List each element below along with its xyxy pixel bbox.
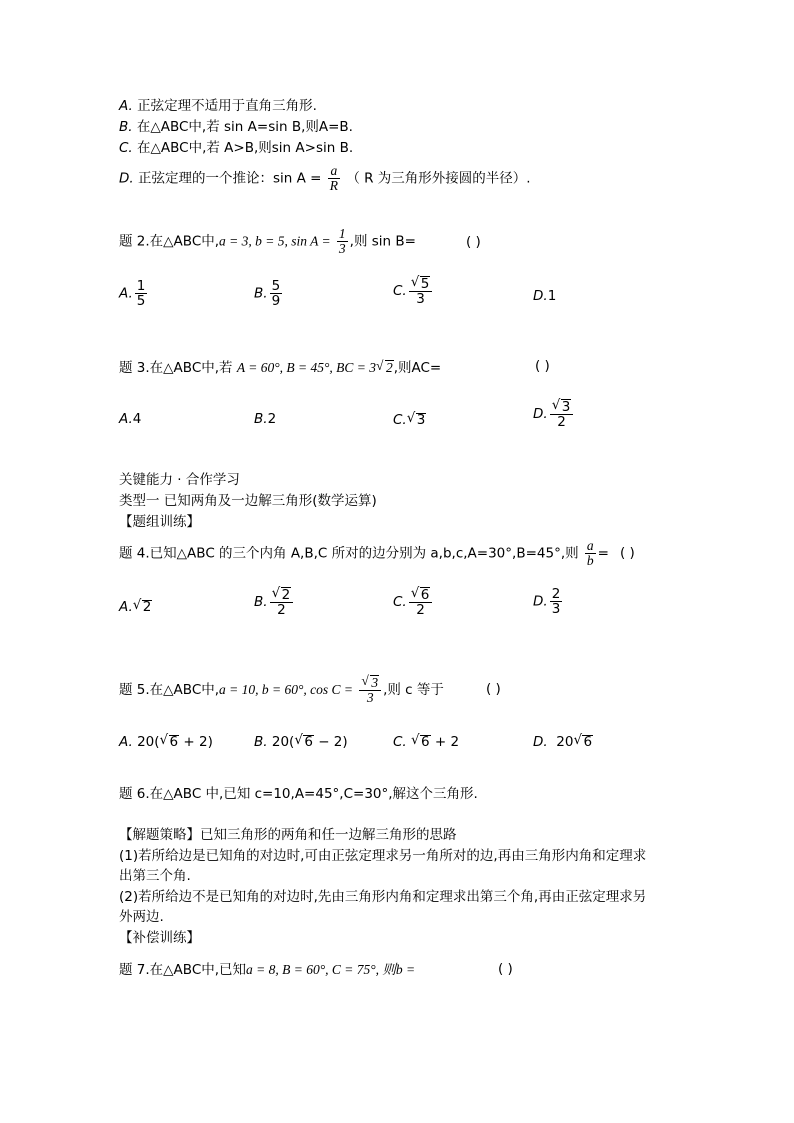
q5-option-b: B. 20(√ 6 − 2) — [254, 735, 348, 750]
strategy-line: 出第三个角. — [119, 868, 191, 884]
supplementary-heading: 【补偿训练】 — [119, 930, 200, 946]
question-5: 题 5.在△ABC中,a = 10, b = 60°, cos C = √ $\frac{3}{3}$ ,则 c 等于 — [119, 675, 444, 705]
radical: √ 6 — [411, 587, 431, 602]
q1-option-c: C. 在△ABC中,若 A>B,则sin A>sin B. — [119, 140, 354, 156]
question-7: 题 7.在△ABC中,已知a = 8, B = 60°, C = 75°, 则b = — [119, 962, 416, 978]
q2-option-b: B. $\frac{5}{9}$ — [254, 278, 281, 310]
radical: √ 3 — [552, 399, 572, 414]
q1-option-d: D. 正弦定理的一个推论：sin A = $\frac{a}{R}$ （ R 为三角形外接圆的半径）. — [119, 163, 531, 194]
q3-option-b: B.2 — [254, 411, 277, 427]
q1-option-b: B. 在△ABC中,若 sin A=sin B,则A=B. — [119, 119, 353, 135]
q1-option-a: A. 正弦定理不适用于直角三角形. — [119, 98, 317, 114]
radical: √ 6 — [411, 735, 431, 750]
answer-paren: ( ) — [535, 358, 550, 374]
section-title: 关键能力 · 合作学习 — [119, 472, 240, 488]
fraction: $\frac{1}{3}$ — [338, 226, 346, 257]
radical: √ 2 — [133, 600, 153, 615]
question-2: 题 2.在△ABC中,a = 3, b = 5, sin A = $\frac{1}{3}$ ,则 sin B= — [119, 226, 416, 257]
group-training-heading: 【题组训练】 — [119, 514, 200, 530]
q4-option-a: A.√ 2 — [119, 600, 152, 615]
question-3: 题 3.在△ABC中,若 A = 60°, B = 45°, BC = 3√ 2,则AC= — [119, 360, 441, 376]
q3-option-a: A.4 — [119, 411, 142, 427]
question-6: 题 6.在△ABC 中,已知 c=10,A=45°,C=30°,解这个三角形. — [119, 786, 478, 802]
q2-option-d: D.1 — [533, 288, 557, 304]
radical: √ 6 — [294, 735, 314, 750]
radical: √ 2 — [272, 587, 292, 602]
answer-paren: ( ) — [498, 961, 513, 977]
q5-option-c: C. √ 6 + 2 — [393, 735, 459, 750]
q5-option-d: D. 20√ 6 — [533, 735, 593, 750]
q2-option-a: A. $\frac{1}{5}$ — [119, 278, 146, 310]
q2-option-c: C. √ $\frac{5}{3}$ — [393, 276, 434, 306]
q5-option-a: A. 20(√ 6 + 2) — [119, 735, 213, 750]
q4-option-c: C. √ $\frac{6}{2}$ — [393, 587, 434, 617]
radical: √ 3 — [407, 413, 427, 428]
fraction: $\frac{a}{b}$ — [586, 538, 594, 569]
q3-option-c: C.√ 3 — [393, 413, 426, 428]
radical: √ 6 — [160, 735, 180, 750]
type-heading: 类型一 已知两角及一边解三角形(数学运算) — [119, 493, 377, 509]
strategy-title: 【解题策略】已知三角形的两角和任一边解三角形的思路 — [119, 827, 457, 843]
answer-paren: ( ) — [466, 234, 481, 250]
answer-paren: ( ) — [486, 681, 501, 697]
answer-paren: ( ) — [620, 545, 635, 561]
radical: √ 3 — [361, 675, 379, 690]
q4-option-d: D. $\frac{2}{3}$ — [533, 586, 561, 618]
strategy-line: 外两边. — [119, 909, 164, 925]
strategy-line: (2)若所给边不是已知角的对边时,先由三角形内角和定理求出第三个角,再由正弦定理求另 — [119, 889, 647, 905]
strategy-line: (1)若所给边是已知角的对边时,可由正弦定理求另一角所对的边,再由三角形内角和定理求 — [119, 848, 647, 864]
q3-option-d: D. √ $\frac{3}{2}$ — [533, 399, 575, 429]
radical: √ 2 — [376, 360, 394, 375]
q4-option-b: B. √ $\frac{2}{2}$ — [254, 587, 295, 617]
question-4: 题 4.已知△ABC 的三个内角 A,B,C 所对的边分别为 a,b,c,A=30°,B=45°,则 $\frac{a}{b}$ = — [119, 538, 609, 569]
radical: √ 6 — [573, 735, 593, 750]
radical: √ 5 — [411, 276, 431, 291]
fraction: √ $\frac{3}{3}$ — [359, 675, 381, 705]
fraction: $\frac{a}{R}$ — [329, 163, 339, 194]
